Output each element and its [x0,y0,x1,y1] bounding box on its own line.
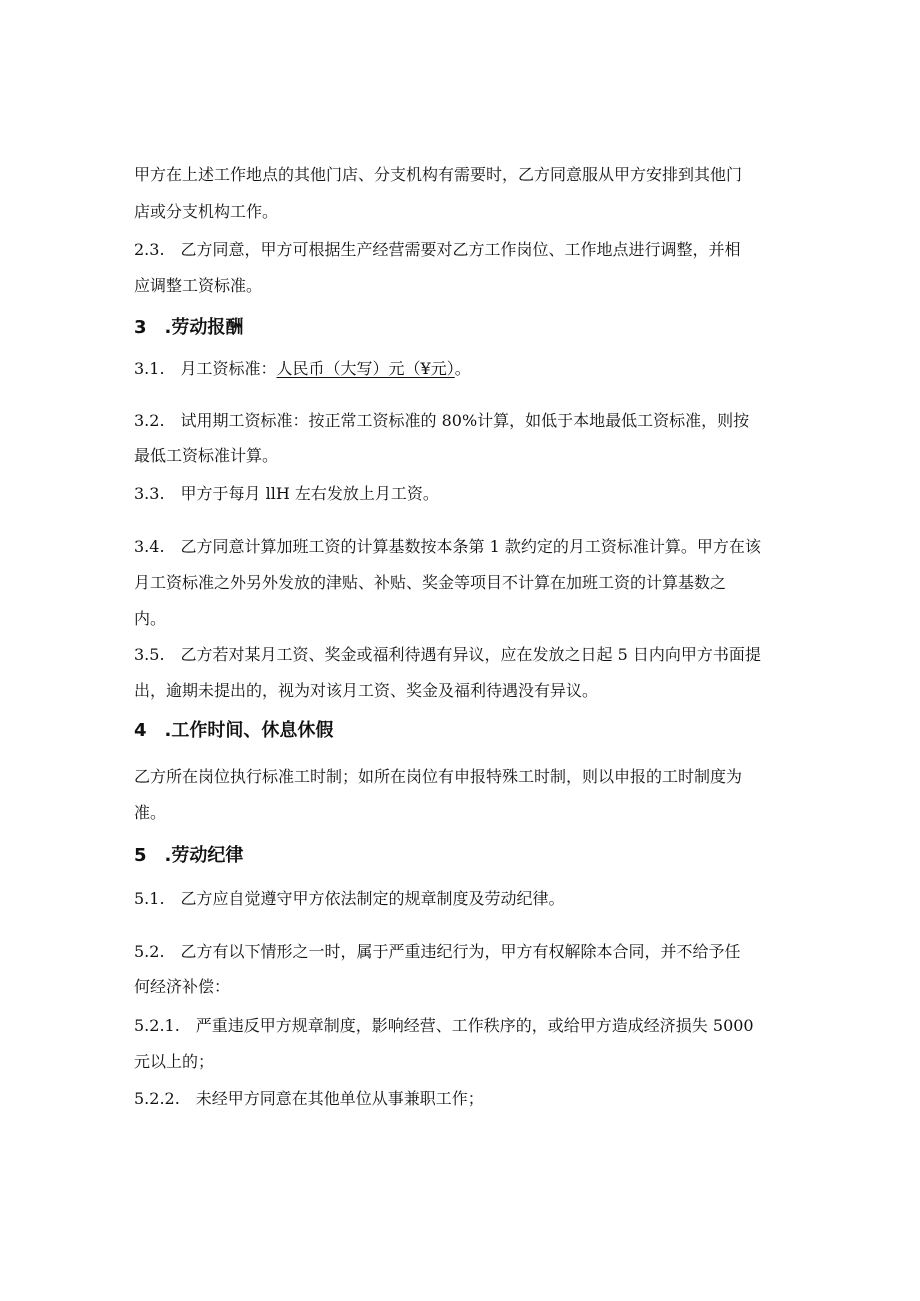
paragraph-line: 准。 [134,803,167,822]
section-heading-3: 3 .劳动报酬 [134,317,244,338]
clause-3-2: 3.2. 试用期工资标准：按正常工资标准的 80%计算，如低于本地最低工资标准，则按 [134,411,750,430]
clause-3-3: 3.3. 甲方于每月 llH 左右发放上月工资。 [134,484,439,503]
clause-5-1: 5.1. 乙方应自觉遵守甲方依法制定的规章制度及劳动纪律。 [134,889,565,908]
paragraph-line: 月工资标准之外另外发放的津贴、补贴、奖金等项目不计算在加班工资的计算基数之 [134,573,727,592]
paragraph-line: 甲方在上述工作地点的其他门店、分支机构有需要时，乙方同意服从甲方安排到其他门 [134,165,743,184]
paragraph-line: 店或分支机构工作。 [134,202,279,221]
paragraph-line: 元以上的； [134,1052,215,1071]
clause-3-1 [134,359,471,379]
section-4-text: 乙方所在岗位执行标准工时制；如所在岗位有申报特殊工时制，则以申报的工时制度为 [134,767,743,786]
clause-3-4: 3.4. 乙方同意计算加班工资的计算基数按本条第 1 款约定的月工资标准计算。甲方在该 [134,537,761,556]
clause-3-5: 3.5. 乙方若对某月工资、奖金或福利待遇有异议，应在发放之日起 5 日内向甲方书面提 [134,645,761,664]
clause-3-1-prefix: 3.1. 月工资标准： [134,359,277,378]
clause-2-3: 2.3. 乙方同意，甲方可根据生产经营需要对乙方工作岗位、工作地点进行调整，并相 [134,240,741,259]
paragraph-line: 应调整工资标准。 [134,276,263,295]
clause-3-1-suffix: 。 [454,359,471,378]
paragraph-line: 出，逾期未提出的，视为对该月工资、奖金及福利待遇没有异议。 [134,681,599,700]
paragraph-line: 最低工资标准计算。 [134,446,279,465]
clause-5-2-1: 5.2.1. 严重违反甲方规章制度，影响经营、工作秩序的，或给甲方造成经济损失 5000 [134,1016,754,1035]
clause-5-2-2: 5.2.2. 未经甲方同意在其他单位从事兼职工作； [134,1089,484,1108]
paragraph-line: 何经济补偿： [134,977,231,996]
paragraph-line: 内。 [134,609,167,628]
clause-5-2: 5.2. 乙方有以下情形之一时，属于严重违纪行为，甲方有权解除本合同，并不给予任 [134,942,741,961]
salary-blank-field: 人民币（大写）元（¥元） [276,359,455,378]
section-heading-5: 5 .劳动纪律 [134,845,244,866]
section-heading-4: 4 .工作时间、休息休假 [134,720,334,741]
